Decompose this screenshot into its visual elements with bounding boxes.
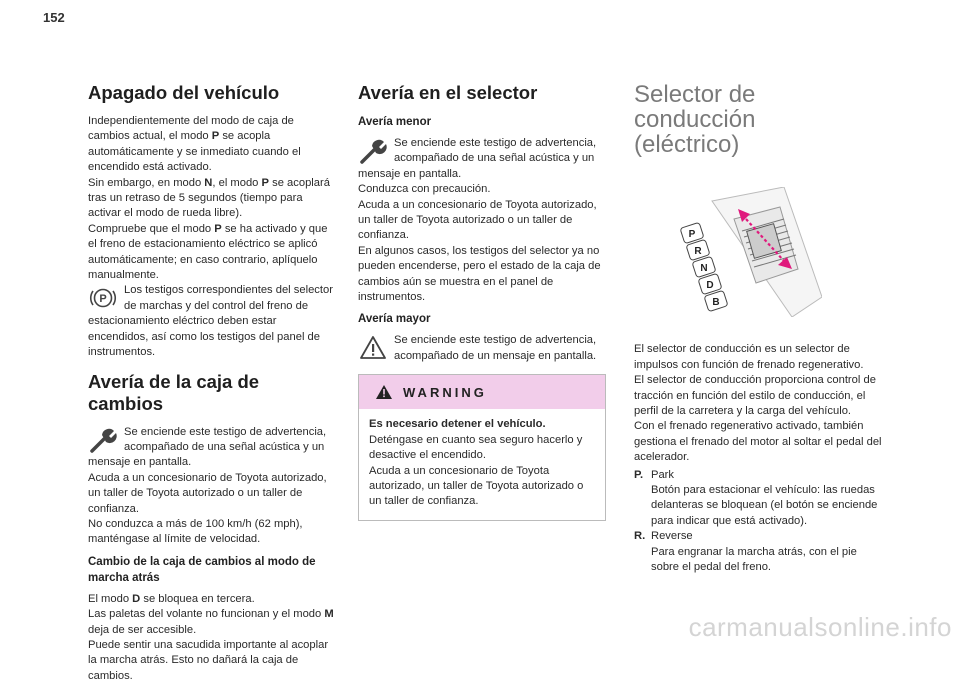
selector-letter: P <box>688 229 696 240</box>
column-middle <box>358 82 606 521</box>
column-left <box>88 82 336 684</box>
paragraph: Acuda a un concesionario de Toyota autorizado, un taller de Toyota autorizado o un taller de confianza. <box>369 464 584 508</box>
wrench-icon <box>358 136 388 166</box>
icon-paragraph <box>358 333 606 364</box>
definition-term: Park <box>651 468 675 481</box>
drive-selector-diagram <box>672 187 822 317</box>
warning-box <box>358 374 606 520</box>
warning-triangle-icon <box>358 333 388 363</box>
paragraph: Las paletas del volante no funcionan y el modo M deja de ser accesible. <box>88 608 334 636</box>
definition-list <box>634 468 882 576</box>
selector-letter: R <box>694 246 702 257</box>
definition-item-reverse <box>634 529 882 575</box>
paragraph: Los testigos correspondientes del selector de marchas y del control del freno de estacionamiento eléctrico deben estar encendidos, así como los testigos del panel de instrumentos. <box>88 284 333 359</box>
wrench-icon <box>88 425 118 455</box>
icon-paragraph <box>88 283 336 360</box>
column-right <box>634 82 882 576</box>
icon-paragraph <box>358 136 606 182</box>
icon-paragraph <box>88 425 336 471</box>
subsection-title-reverse: Cambio de la caja de cambios al modo de marcha atrás <box>88 555 316 584</box>
warning-triangle-icon <box>375 384 393 400</box>
page-number: 152 <box>43 10 65 25</box>
paragraph: Se enciende este testigo de advertencia, acompañado de un mensaje en pantalla. <box>394 334 597 362</box>
watermark: carmanualsonline.info <box>688 612 952 642</box>
paragraph: Deténgase en cuanto sea seguro hacerlo y desactive el encendido. <box>369 433 583 462</box>
subsection-title-minor: Avería menor <box>358 116 432 128</box>
paragraph: El modo D se bloquea en tercera. <box>88 592 255 605</box>
definition-item-park <box>634 468 882 530</box>
paragraph: Sin embargo, en modo N, el modo P se acoplará tras un retraso de 5 segundos (tiempo para activar el modo de rueda libre). <box>88 176 330 220</box>
subsection-title-major: Avería mayor <box>358 313 431 326</box>
paragraph: Conduzca con precaución. <box>358 183 491 196</box>
parking-brake-icon <box>88 283 118 313</box>
selector-letter: D <box>706 280 714 291</box>
paragraph: Acuda a un concesionario de Toyota autorizado, un taller de Toyota autorizado o un taller de confianza. <box>358 198 597 242</box>
section-title-selector-failure: Avería en el selector <box>358 82 538 103</box>
paragraph: No conduzca a más de 100 km/h (62 mph), manténgase al límite de velocidad. <box>88 517 303 546</box>
definition-key: R. <box>634 530 646 543</box>
paragraph: En algunos casos, los testigos del selector ya no pueden encenderse, pero el estado de la caja de cambios aún se muestra en el panel de instrumentos. <box>358 244 601 304</box>
definition-key: P. <box>634 468 644 481</box>
paragraph: Acuda a un concesionario de Toyota autorizado, un taller de Toyota autorizado o un taller de confianza. <box>88 471 327 515</box>
selector-letter: B <box>712 297 720 308</box>
paragraph: El selector de conducción proporciona control de tracción en función del estilo de conducción, el perfil de la carretera y la carga del vehículo. <box>634 374 876 418</box>
drive-selector-illustration <box>672 187 882 322</box>
warning-bold-text: Es necesario detener el vehículo. <box>369 418 546 431</box>
warning-heading: WARNING <box>403 384 487 400</box>
svg-text:P: P <box>99 293 107 306</box>
section-title-drive-selector: Selector de conducción (eléctrico) <box>634 81 756 158</box>
paragraph: Con el frenado regenerativo activado, también gestiona el frenado del motor al soltar el pedal del acelerador. <box>634 420 882 464</box>
section-title-vehicle-off: Apagado del vehículo <box>88 82 280 103</box>
definition-description: Botón para estacionar el vehículo: las ruedas delanteras se bloquean (el botón se enciende para indicar que está activado). <box>651 484 878 527</box>
paragraph: El selector de conducción es un selector de impulsos con función de frenado regenerativo. <box>634 343 864 371</box>
paragraph: Se enciende este testigo de advertencia, acompañado de una señal acústica y un mensaje en pantalla. <box>358 137 597 180</box>
paragraph: Puede sentir una sacudida importante al acoplar la marcha atrás. Esto no dañará la caja de cambios. <box>88 638 329 682</box>
warning-body <box>359 409 605 519</box>
paragraph: Compruebe que el modo P se ha activado y que el freno de estacionamiento eléctrico se aplicó automáticamente; en caso contrario, aplíquelo manualmente. <box>88 222 328 282</box>
definition-description: Para engranar la marcha atrás, con el pie sobre el pedal del freno. <box>651 545 857 574</box>
definition-term: Reverse <box>651 530 693 543</box>
section-title-gearbox-failure: Avería de la caja de cambios <box>88 370 260 414</box>
paragraph: Se enciende este testigo de advertencia, acompañado de una señal acústica y un mensaje en pantalla. <box>88 425 327 469</box>
warning-header <box>359 375 605 409</box>
selector-letter: N <box>700 263 708 274</box>
paragraph: Independientemente del modo de caja de cambios actual, el modo P se acopla automáticamente y se inmediato cuando el encendido está activado. <box>88 115 301 174</box>
